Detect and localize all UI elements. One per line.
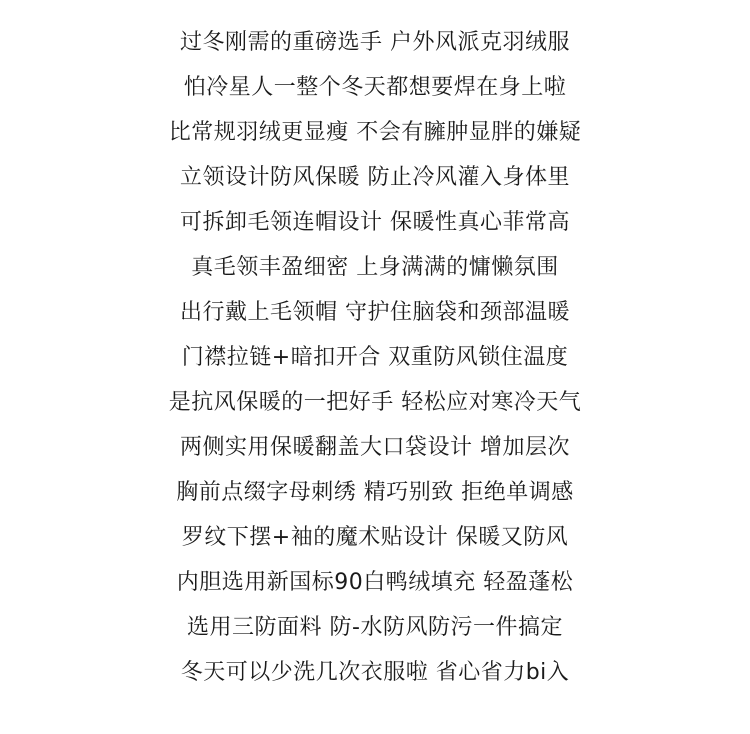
description-line: 可拆卸毛领连帽设计 保暖性真心菲常高 bbox=[180, 210, 570, 235]
description-line: 两侧实用保暖翻盖大口袋设计 增加层次 bbox=[180, 435, 570, 460]
description-line: 门襟拉链+暗扣开合 双重防风锁住温度 bbox=[181, 345, 569, 370]
description-line: 过冬刚需的重磅选手 户外风派克羽绒服 bbox=[180, 30, 570, 55]
description-line: 内胆选用新国标90白鸭绒填充 轻盈蓬松 bbox=[176, 570, 574, 595]
description-line: 选用三防面料 防-水防风防污一件搞定 bbox=[187, 615, 563, 640]
description-line: 怕冷星人一整个冬天都想要焊在身上啦 bbox=[183, 75, 567, 100]
description-line: 真毛领丰盈细密 上身满满的慵懒氛围 bbox=[191, 255, 559, 280]
description-line: 是抗风保暖的一把好手 轻松应对寒冷天气 bbox=[168, 390, 582, 415]
description-lines bbox=[0, 20, 750, 695]
description-line: 比常规羽绒更显瘦 不会有臃肿显胖的嫌疑 bbox=[168, 120, 582, 145]
description-line: 冬天可以少洗几次衣服啦 省心省力bi入 bbox=[180, 660, 570, 685]
description-line: 立领设计防风保暖 防止冷风灌入身体里 bbox=[180, 165, 570, 190]
description-line: 出行戴上毛领帽 守护住脑袋和颈部温暖 bbox=[180, 300, 570, 325]
description-line: 胸前点缀字母刺绣 精巧别致 拒绝单调感 bbox=[176, 480, 574, 505]
description-line: 罗纹下摆+袖的魔术贴设计 保暖又防风 bbox=[181, 525, 569, 550]
